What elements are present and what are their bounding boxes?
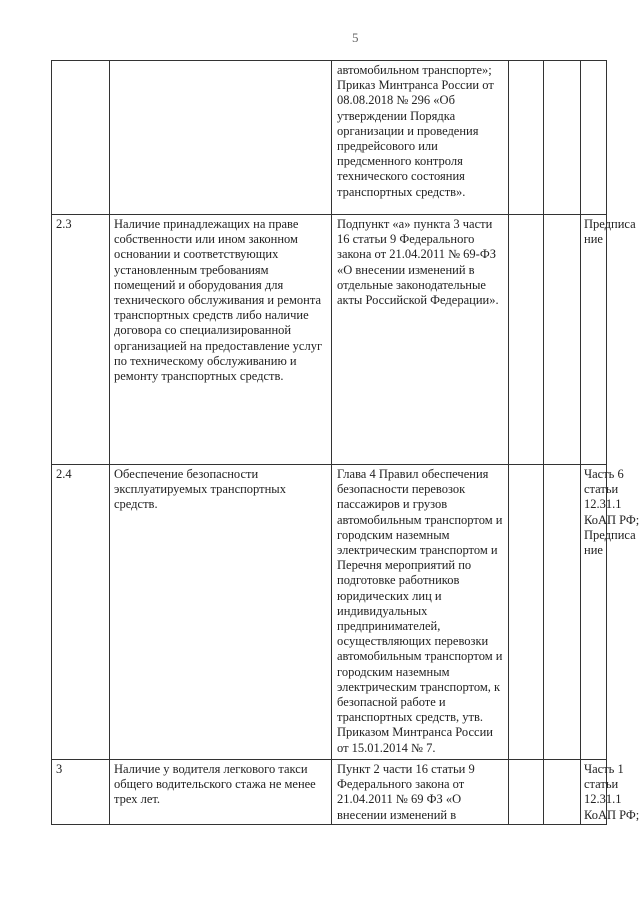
measure-text: Предписа ние: [584, 217, 636, 247]
row-number: 2.3: [52, 215, 110, 464]
table-row: [51, 759, 640, 825]
requirement-text: Наличие у водителя легкового такси общего водительского стажа не менее трех лет.: [110, 760, 332, 824]
measure-text: [581, 61, 640, 214]
legal-basis-text: Глава 4 Правил обеспечения безопасности перевозок пассажиров и грузов автомобильным транспортом и городским наземным электрическим транспортом и Перечня мероприятий по подготовке работников юридических лиц и индивидуальных предпринимателей, осуществляющих перевозки автомобильным транспортом и городским наземным электрическим транспортом, к безопасной работе и транспортных средств, утв. Приказом Минтранса России от 15.01.2014 № 7.: [332, 465, 509, 759]
legal-basis-text: Подпункт «а» пункта 3 части 16 статьи 9 Федерального закона от 21.04.2011 № 69-ФЗ «О внесении изменений в отдельные законодательные акты Российской Федерации».: [332, 215, 509, 464]
legal-basis-text: Пункт 2 части 16 статьи 9 Федерального закона от 21.04.2011 № 69 ФЗ «О внесении изменений в: [332, 760, 509, 824]
measure-text: Часть 6 статьи 12.31.1 КоАП РФ; Предписа ние: [584, 467, 640, 558]
yes-cell: [509, 215, 544, 464]
requirement-text: Обеспечение безопасности эксплуатируемых транспортных средств.: [110, 465, 332, 759]
no-cell: [544, 215, 581, 464]
table-row: [51, 464, 640, 760]
yes-cell: [509, 61, 544, 214]
page-number: 5: [352, 30, 359, 45]
legal-basis-text: автомобильном транспорте»; Приказ Минтранса России от 08.08.2018 № 296 «Об утверждении Порядка организации и проведения предрейсового или предсменного контроля технического состояния транспортных средств».: [332, 61, 509, 214]
no-cell: [544, 465, 581, 759]
measure-text: Часть 1 статьи 12.31.1 КоАП РФ;: [584, 762, 640, 822]
no-cell: [544, 61, 581, 214]
requirement-text: [110, 61, 332, 214]
no-cell: [544, 760, 581, 824]
row-number: 3: [52, 760, 110, 824]
table-row: [51, 60, 607, 215]
yes-cell: [509, 465, 544, 759]
table-row: [51, 214, 636, 465]
requirement-text: Наличие принадлежащих на праве собственности или ином законном основании и соответствующих установленным требованиям помещений и оборудования для технического обслуживания и ремонта транспортных средств либо наличие договора со специализированной организацией на предоставление услуг по техническому обслуживанию и ремонту транспортных средств.: [110, 215, 332, 464]
row-number: [52, 61, 110, 214]
yes-cell: [509, 760, 544, 824]
row-number: 2.4: [52, 465, 110, 759]
